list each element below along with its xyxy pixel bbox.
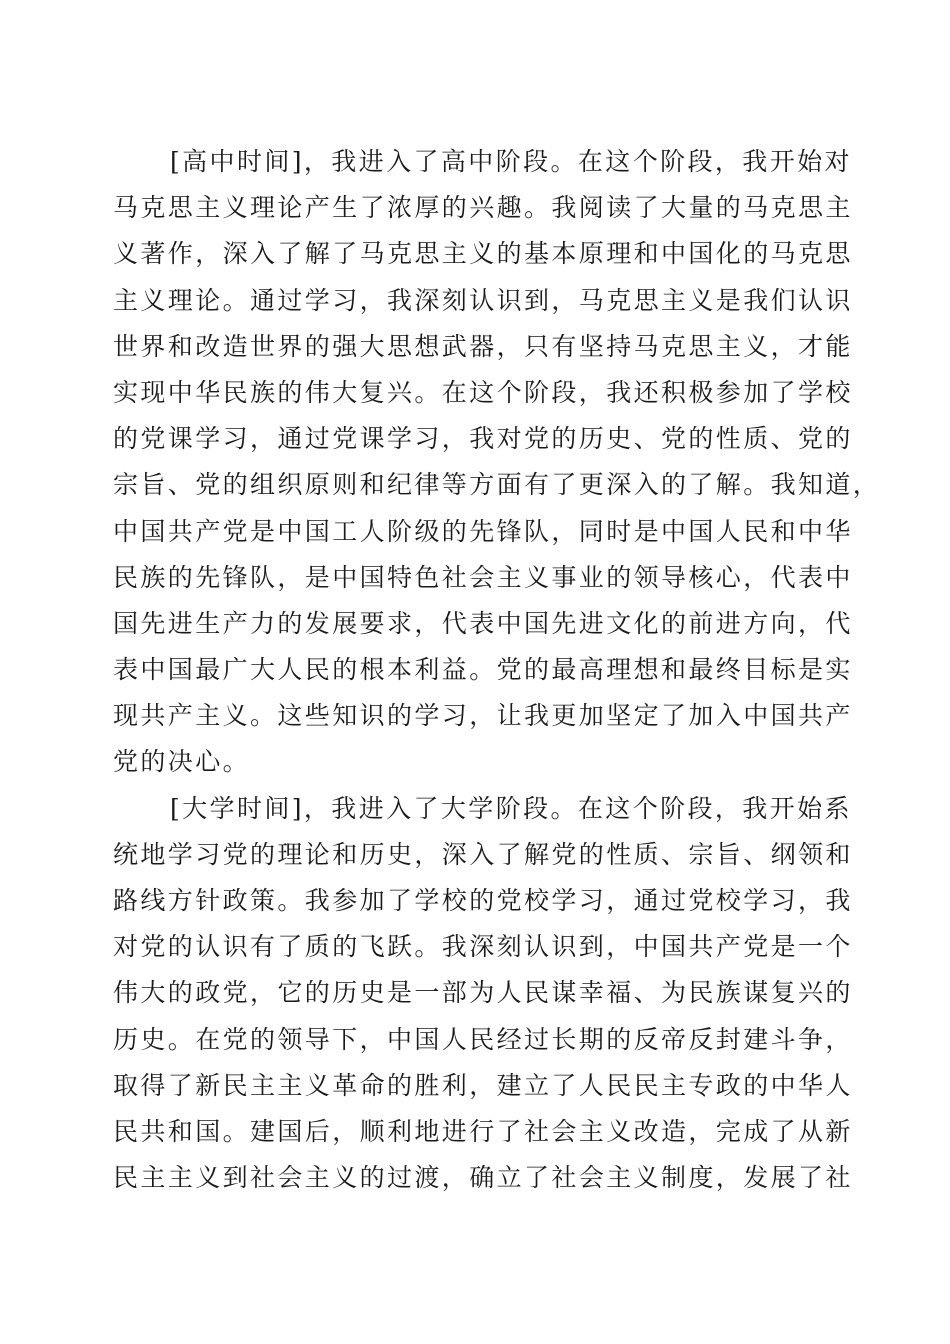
text-line: 宗旨、党的组织原则和纪律等方面有了更深入的了解。我知道，: [113, 470, 881, 500]
text-line: 统地学习党的理论和历史，深入了解党的性质、宗旨、纲领和: [113, 839, 853, 869]
text-line: 现共产主义。这些知识的学习，让我更加坚定了加入中国共产: [113, 701, 853, 731]
text-line: 对党的认识有了质的飞跃。我深刻认识到，中国共产党是一个: [113, 932, 853, 962]
document-body: [113, 139, 881, 1201]
text-line: 国先进生产力的发展要求，代表中国先进文化的前进方向，代: [113, 608, 853, 638]
text-line: 主义理论。通过学习，我深刻认识到，马克思主义是我们认识: [113, 285, 853, 315]
text-line: 义著作，深入了解了马克思主义的基本原理和中国化的马克思: [113, 239, 853, 269]
text-line: 路线方针政策。我参加了学校的党校学习，通过党校学习，我: [113, 886, 853, 915]
text-line: [高中时间]，我进入了高中阶段。在这个阶段，我开始对: [170, 147, 852, 176]
text-line: 伟大的政党，它的历史是一部为人民谋幸福、为民族谋复兴的: [113, 978, 853, 1008]
text-line: 民主主义到社会主义的过渡，确立了社会主义制度，发展了社: [113, 1163, 853, 1193]
text-line: 的党课学习，通过党课学习，我对党的历史、党的性质、党的: [113, 424, 853, 454]
text-line: [大学时间]，我进入了大学阶段。在这个阶段，我开始系: [170, 793, 852, 823]
text-line: 中国共产党是中国工人阶级的先锋队，同时是中国人民和中华: [113, 516, 853, 546]
text-line: 取得了新民主主义革命的胜利，建立了人民民主专政的中华人: [113, 1070, 853, 1100]
text-line: 历史。在党的领导下，中国人民经过长期的反帝反封建斗争，: [113, 1024, 853, 1054]
text-line: 党的决心。: [113, 747, 251, 777]
text-line: 民族的先锋队，是中国特色社会主义事业的领导核心，代表中: [113, 562, 853, 592]
text-line: 马克思主义理论产生了浓厚的兴趣。我阅读了大量的马克思主: [113, 193, 853, 223]
text-line: 民共和国。建国后，顺利地进行了社会主义改造，完成了从新: [113, 1116, 853, 1146]
paragraph-university: [113, 786, 853, 1202]
text-line: 实现中华民族的伟大复兴。在这个阶段，我还积极参加了学校: [113, 377, 853, 407]
text-line: 世界和改造世界的强大思想武器，只有坚持马克思主义，才能: [113, 331, 853, 361]
paragraph-high-school: [113, 139, 881, 786]
text-line: 表中国最广大人民的根本利益。党的最高理想和最终目标是实: [113, 655, 853, 685]
